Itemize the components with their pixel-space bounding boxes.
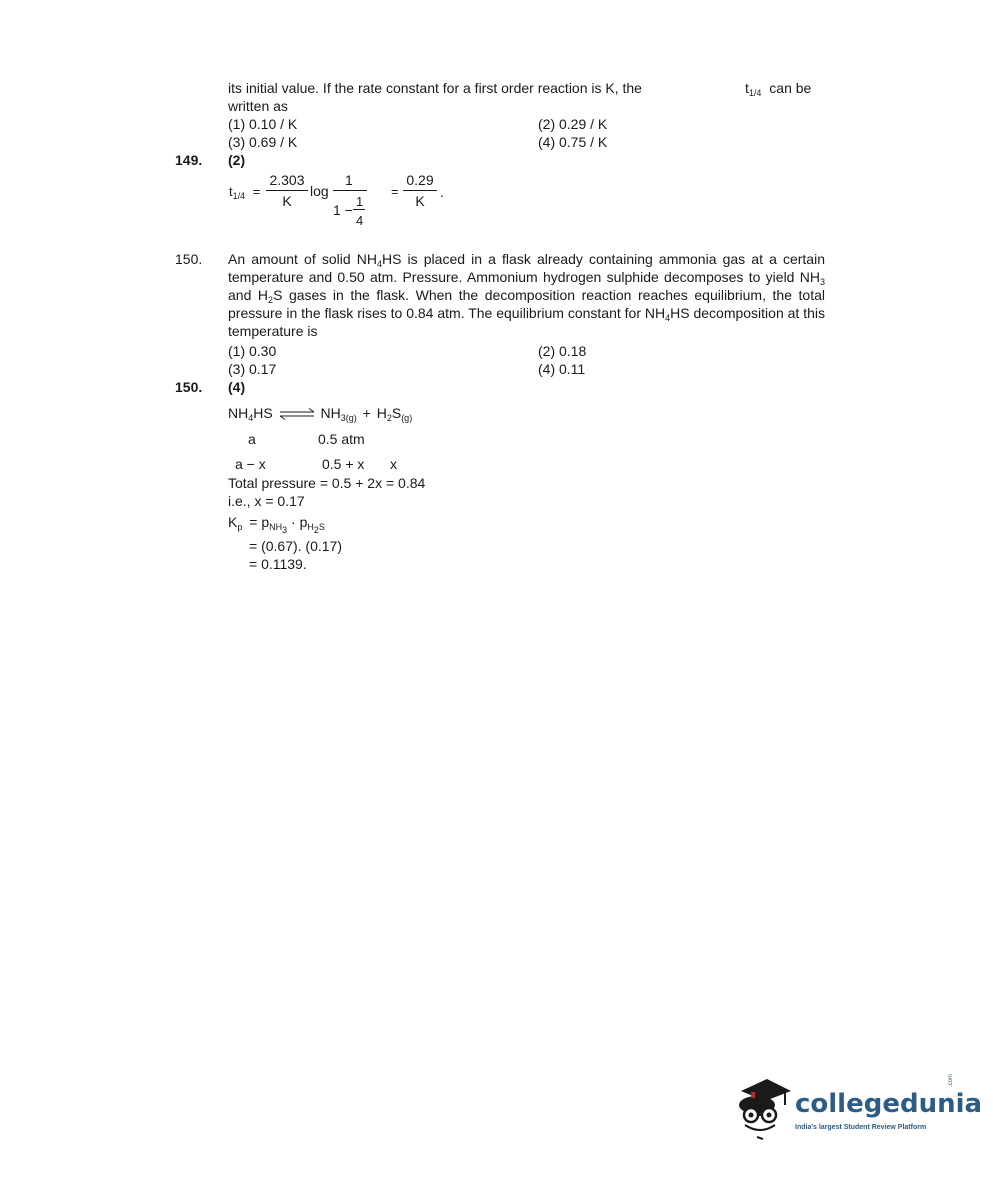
q150-option-4: (4) 0.11 (538, 361, 586, 377)
formula-frac-2303-k: 2.303 K (266, 171, 308, 210)
q150-calc2: = 0.1139. (249, 556, 307, 572)
q150-question-text: An amount of solid $NH_4HS$ is placed in a flask already containing ammonia gas at a certain temperature and 0.50 atm. Pressure. Ammonium hydrogen sulphide decomposes to yield $NH_3$ and $H_2S$ gases in the flask. When the decomposition reaction reaches equilibrium, the total pressure in the flask rises to 0.84 atm. The equilibrium constant for $NH_4HS$ decomposition at this temperature is (228, 251, 826, 339)
q149-stem-t14: $t_{1/4}$ can be (745, 80, 812, 98)
formula-bar (333, 190, 367, 191)
q150-kp: $K_p = p_{NH_3} \cdot p_{H_2S}$ (228, 514, 325, 535)
equilibrium-arrow-icon (278, 408, 316, 420)
q150-row2-c: x (390, 456, 397, 472)
formula-frac-029-k: 0.29 K (403, 171, 437, 210)
q150-answer-number: 150. (175, 379, 203, 395)
q150-option-3: (3) 0.17 (228, 361, 277, 377)
logo-dotcom: .com (948, 1073, 954, 1087)
q149-stem-line1: its initial value. If the rate constant for a first order reaction is K, the (228, 80, 642, 96)
q149-answer-choice: (2) (228, 152, 246, 168)
q150-row1-a: a (248, 431, 256, 447)
logo-tagline: India's largest Student Review Platform (795, 1124, 927, 1131)
q150-answer-choice: (4) (228, 379, 246, 395)
q149-stem-line2: written as (228, 98, 288, 114)
q149-answer-number: 149. (175, 152, 203, 168)
q149-option-2: (2) 0.29 / K (538, 116, 608, 132)
q150-ie: i.e., x = 0.17 (228, 493, 305, 509)
q150-option-1: (1) 0.30 (228, 343, 277, 359)
formula-t14: $t_{1/4}$ = (229, 184, 261, 201)
q149-option-4: (4) 0.75 / K (538, 134, 608, 150)
q150-row2-a: a − x (235, 456, 266, 472)
formula-log: log (310, 183, 329, 199)
formula-inner-bar (353, 209, 365, 210)
logo-brand-text: collegedunia (795, 1089, 983, 1119)
q149-option-1: (1) 0.10 / K (228, 116, 298, 132)
formula-den-one-minus: 1 − (333, 202, 353, 218)
q150-option-2: (2) 0.18 (538, 343, 587, 359)
graduate-mascot-icon (735, 1075, 793, 1143)
q150-row1-b: 0.5 atm (318, 431, 365, 447)
collegedunia-logo (735, 1073, 983, 1145)
formula-period: . (440, 184, 444, 200)
q150-number: 150. (175, 251, 203, 267)
formula-inner-num: 1 (356, 194, 364, 209)
q150-calc1: = (0.67). (0.17) (249, 538, 342, 554)
q150-total-pressure: Total pressure = 0.5 + 2x = 0.84 (228, 475, 426, 491)
formula-num-1: 1 (345, 172, 353, 188)
q150-row2-b: 0.5 + x (322, 456, 365, 472)
q149-option-3: (3) 0.69 / K (228, 134, 298, 150)
q150-reaction: $NH_4HS$ $NH_{3(g)} + H_2S_{(g)}$ (228, 405, 413, 423)
formula-eq2: = (391, 184, 399, 199)
formula-inner-den: 4 (356, 213, 364, 228)
